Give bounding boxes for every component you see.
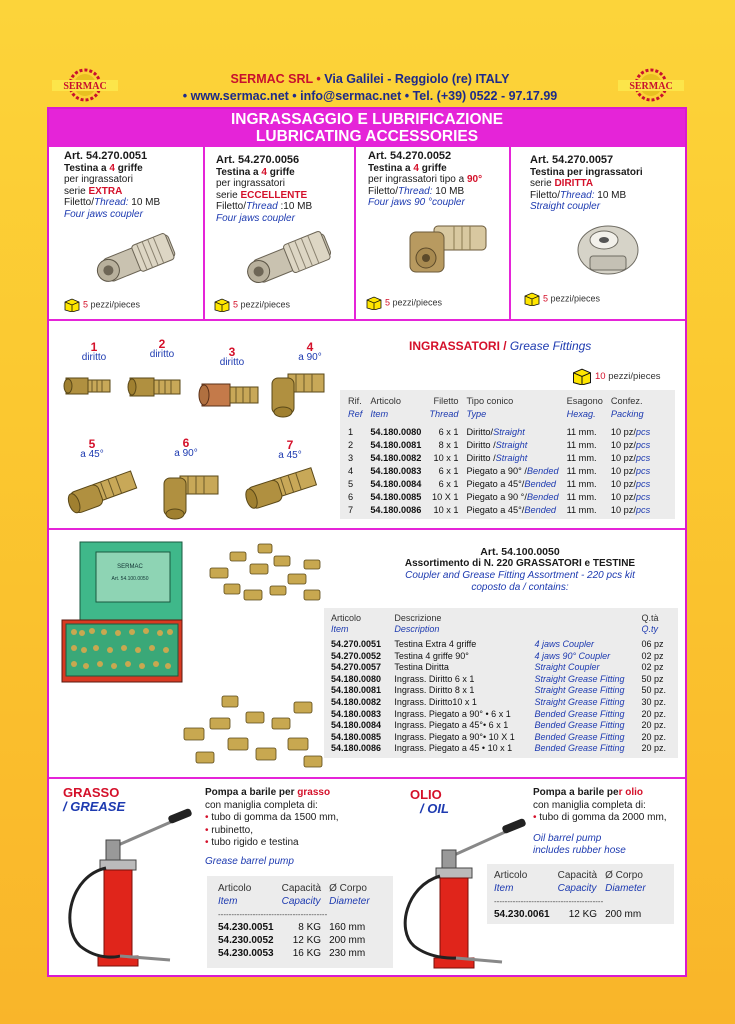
table-row: 3 54.180.0082 10 x 1 Diritto /Straight 11 mm. 10 pz/pcs	[348, 452, 651, 463]
assortment-title-english: Coupler and Grease Fitting Assortment - 220 pcs kit	[405, 570, 635, 581]
packing-label: 5 pezzi/pieces	[524, 292, 600, 306]
article-number: Art. 54.270.0051	[64, 150, 148, 162]
box-icon	[572, 368, 592, 385]
fitting-image-3	[196, 376, 262, 412]
fitting-image-5	[62, 470, 142, 514]
assortment-article: Art. 54.100.0050	[480, 546, 560, 558]
title-bar	[49, 109, 685, 147]
oil-pump-description: Pompa a barile per olio con maniglia completa di: • tubo di gomma da 2000 mm, Oil barrel pump includes rubber hose	[533, 787, 667, 856]
box-icon	[214, 298, 230, 312]
fitting-image-7	[240, 466, 322, 512]
table-row: 2 54.180.0081 8 x 1 Diritto /Straight 11 mm. 10 pz/pcs	[348, 439, 651, 450]
assortment-title-italian: Assortimento di N. 220 GRASSATORI e TESTINE	[404, 558, 636, 569]
fitting-label-4: 4 a 90°	[298, 340, 322, 363]
coupler-card: Art. 54.270.0056 Testina a 4 griffe per ingrassatori serie ECCELLENTE Filetto/Thread :10 MB Four jaws coupler	[216, 155, 352, 224]
title-italian: INGRASSAGGIO E LUBRIFICAZIONE	[230, 111, 504, 128]
table-row: 54.270.0051 Testina Extra 4 griffe 4 jaws Coupler 06 pz	[331, 638, 664, 649]
table-row: 54.180.0081 Ingrass. Diritto 8 x 1 Straight Grease Fitting 50 pz.	[331, 685, 666, 696]
table-row: 54.230.0053 16 KG 230 mm	[218, 948, 366, 959]
packing-label: 5 pezzi/pieces	[366, 296, 442, 310]
separator	[49, 777, 685, 779]
svg-text:SERMAC: SERMAC	[629, 81, 673, 92]
coupler-image	[246, 226, 338, 290]
grease-fittings-table: Rif. Articolo Filetto Tipo conico Esagono Confez. Ref Item Thread Type Hexag. Packing 1 54.180.0080 6 x 1 Diritto/Straight 11 mm. 10 pz/pcs 2 54.180.0081 8 x 1 Diritto /Straight 11 mm. 10 pz/pcs 3 54.180.0082 10 x 1 Diritto /Straight 11 mm. 10 pz/pcs 4 54.180.0083 6 x 1 Piegato a 90° /Bended 11 mm. 10 pz/pcs 5 54.180.0084 6 x 1 Piegato a 45°/Bended 11 mm. 10 pz/pcs 6 54.180.0085 10 X 1 Piegato a 90 °/Bended 11 mm. 10 pz/pcs 7 54.180.0086 10 x 1 Piegato a 45°/Bended 11 mm. 10 pz/pcs	[344, 394, 654, 516]
title-english: LUBRICATING ACCESSORIES	[255, 128, 479, 145]
fitting-label-2: 2 diritto	[149, 337, 175, 360]
coupler-card: Art. 54.270.0052 Testina a 4 griffe per ingrassatori tipo a 90° Filetto/Thread: 10 MB Four jaws 90 °coupler	[368, 151, 508, 209]
separator	[49, 319, 685, 321]
table-row: 54.230.0061 12 KG 200 mm	[494, 909, 642, 920]
sermac-logo-left	[50, 68, 120, 102]
website-link[interactable]: www.sermac.net	[190, 89, 289, 103]
table-row: 54.270.0052 Testina 4 griffe 90° 4 jaws 90° Coupler 02 pz	[331, 650, 664, 661]
grease-fittings-title: INGRASSATORI / Grease Fittings	[409, 339, 592, 353]
svg-text:SERMAC: SERMAC	[117, 564, 143, 570]
box-icon	[366, 296, 382, 310]
header-contact-line: • www.sermac.net • info@sermac.net • Tel. (+39) 0522 - 97.17.99	[182, 89, 558, 103]
packing-label: 10 pezzi/pieces	[572, 368, 661, 385]
table-row: 54.230.0052 12 KG 200 mm	[218, 935, 366, 946]
fitting-label-1: 1 diritto	[81, 340, 107, 363]
separator	[49, 528, 685, 530]
company-name: SERMAC SRL	[230, 72, 313, 86]
loose-fittings-image	[176, 688, 326, 774]
grease-pump-description: Pompa a barile per grasso con maniglia completa di: • tubo di gomma da 1500 mm, • rubinetto, • tubo rigido e testina Grease barrel pump	[205, 787, 339, 867]
table-row: 5 54.180.0084 6 x 1 Piegato a 45°/Bended 11 mm. 10 pz/pcs	[348, 478, 651, 489]
table-row: 1 54.180.0080 6 x 1 Diritto/Straight 11 mm. 10 pz/pcs	[348, 426, 651, 437]
article-number: Art. 54.270.0057	[530, 154, 614, 166]
straight-coupler-image	[572, 220, 642, 278]
grease-pump-image	[60, 806, 200, 972]
table-row: 6 54.180.0085 10 X 1 Piegato a 90 °/Bended 11 mm. 10 pz/pcs	[348, 491, 651, 502]
assortment-case-image	[60, 540, 188, 690]
fitting-image-2	[126, 370, 184, 402]
box-icon	[64, 298, 80, 312]
article-number: Art. 54.270.0056	[216, 154, 300, 166]
header-company-line: SERMAC SRL • Via Galilei - Reggiolo (re) ITALY	[230, 72, 510, 86]
coupler-card: Art. 54.270.0051 Testina a 4 griffe per ingrassatori serie EXTRA Filetto/Thread: 10 MB Four jaws coupler	[64, 151, 200, 220]
svg-text:SERMAC: SERMAC	[63, 81, 107, 92]
loose-fittings-image	[200, 540, 330, 610]
table-row: 4 54.180.0083 6 x 1 Piegato a 90° /Bended 11 mm. 10 pz/pcs	[348, 465, 651, 476]
coupler-image	[96, 226, 182, 290]
email-link[interactable]: info@sermac.net	[300, 89, 402, 103]
table-row: 54.230.0051 8 KG 160 mm	[218, 922, 366, 933]
coupler-card: Art. 54.270.0057 Testina per ingrassatori serie DIRITTA Filetto/Thread: 10 MB Straight coupler	[530, 155, 680, 213]
fitting-image-4	[266, 368, 328, 420]
table-row: 54.180.0083 Ingrass. Piegato a 90° • 6 x 1 Bended Grease Fitting 20 pz.	[331, 708, 666, 719]
table-row: 54.180.0082 Ingrass. Diritto10 x 1 Straight Grease Fitting 30 pz.	[331, 696, 666, 707]
assortment-heading	[370, 546, 670, 594]
company-address: Via Galilei - Reggiolo (re) ITALY	[324, 72, 510, 86]
table-row: 54.180.0086 Ingrass. Piegato a 45 • 10 x 1 Bended Grease Fitting 20 pz.	[331, 743, 666, 754]
fitting-label-7: 7 a 45°	[278, 438, 302, 461]
oil-tag: OLIO / OIL	[410, 787, 449, 816]
fitting-label-3: 3 diritto	[219, 345, 245, 368]
grease-tag: GRASSO / GREASE	[63, 785, 126, 814]
packing-label: 5 pezzi/pieces	[214, 298, 290, 312]
oil-pump-table: Articolo Capacità Ø Corpo Item Capacity Diameter ----------------------------------------- 54.230.0061 12 KG 200 mm	[490, 869, 650, 921]
fitting-label-5: 5 a 45°	[80, 437, 104, 460]
fitting-image-6	[158, 466, 222, 522]
separator	[509, 147, 511, 320]
coupler-90-image	[404, 218, 490, 280]
separator	[354, 147, 356, 320]
fitting-label-6: 6 a 90°	[174, 436, 198, 459]
svg-text:Art. 54.100.0050: Art. 54.100.0050	[111, 576, 149, 582]
sermac-logo-right	[616, 68, 686, 102]
assortment-contains: coposto da / contains:	[471, 582, 569, 593]
phone-number: Tel. (+39) 0522 - 97.17.99	[412, 89, 558, 103]
table-row: 7 54.180.0086 10 x 1 Piegato a 45°/Bended 11 mm. 10 pz/pcs	[348, 504, 651, 515]
grease-pump-table: Articolo Capacità Ø Corpo Item Capacity Diameter ----------------------------------------- 54.230.0051 8 KG 160 mm 54.230.0052 12 KG 200 mm 54.230.0053 16 KG 230 mm	[214, 882, 374, 960]
assortment-table: Articolo Descrizione Q.tà Item Description Q.ty 54.270.0051 Testina Extra 4 griffe 4 jaws Coupler 06 pz 54.270.0052 Testina 4 griffe 90° 4 jaws 90° Coupler 02 pz 54.270.0057 Testina Diritta Straight Coupler 02 pz 54.180.0080 Ingrass. Diritto 6 x 1 Straight Grease Fitting 50 pz 54.180.0081 Ingrass. Diritto 8 x 1 Straight Grease Fitting 50 pz. 54.180.0082 Ingrass. Diritto10 x 1 Straight Grease Fitting 30 pz. 54.180.0083 Ingrass. Piegato a 90° • 6 x 1 Bended Grease Fitting 20 pz. 54.180.0084 Ingrass. Piegato a 45°• 6 x 1 Bended Grease Fitting 20 pz. 54.180.0085 Ingrass. Piegato a 90°• 10 X 1 Bended Grease Fitting 20 pz. 54.180.0086 Ingrass. Piegato a 45 • 10 x 1 Bended Grease Fitting 20 pz.	[327, 612, 673, 754]
table-row: 54.180.0085 Ingrass. Piegato a 90°• 10 X 1 Bended Grease Fitting 20 pz.	[331, 731, 666, 742]
article-number: Art. 54.270.0052	[368, 150, 452, 162]
table-row: 54.180.0080 Ingrass. Diritto 6 x 1 Straight Grease Fitting 50 pz	[331, 673, 664, 684]
table-row: 54.180.0084 Ingrass. Piegato a 45°• 6 x 1 Bended Grease Fitting 20 pz.	[331, 720, 666, 731]
packing-label: 5 pezzi/pieces	[64, 298, 140, 312]
fitting-image-1	[62, 370, 114, 400]
table-row: 54.270.0057 Testina Diritta Straight Coupler 02 pz	[331, 662, 664, 673]
separator	[203, 147, 205, 320]
box-icon	[524, 292, 540, 306]
